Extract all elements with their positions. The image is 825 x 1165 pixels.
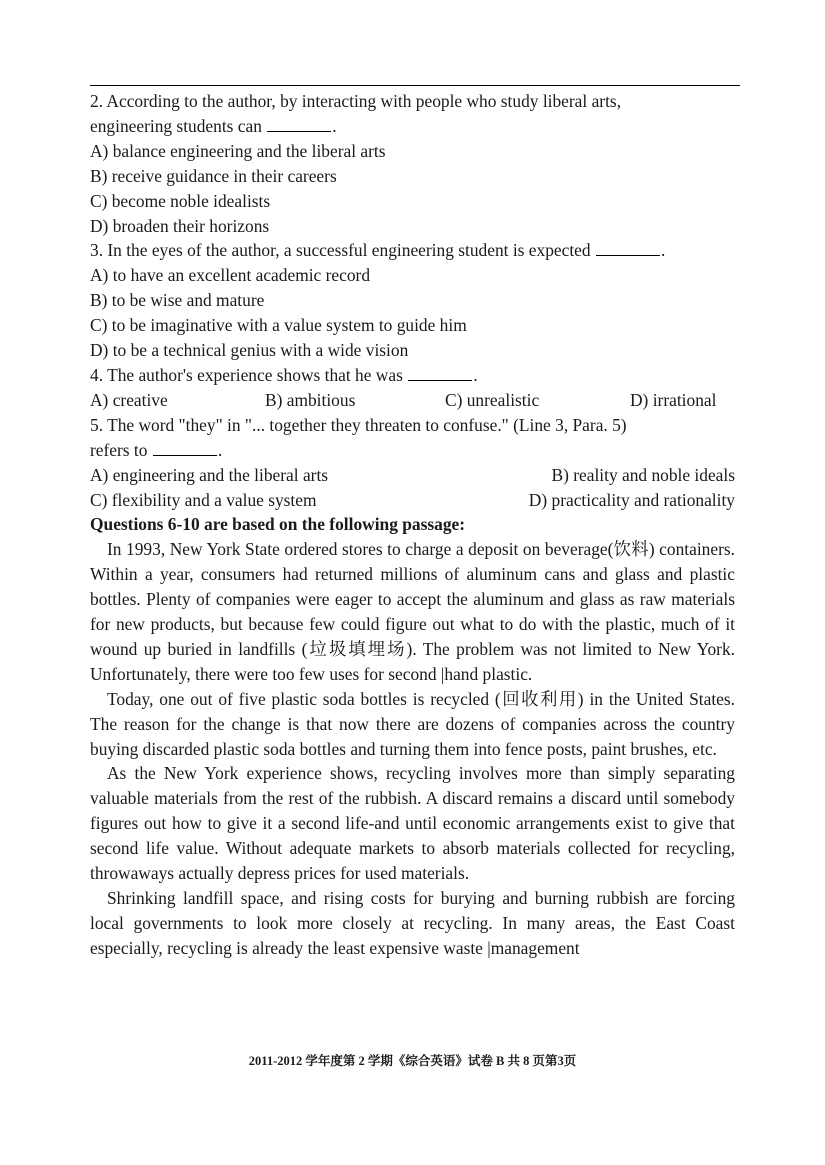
option-b: B) reality and noble ideals: [551, 464, 735, 485]
option-d: D) irrational: [630, 389, 717, 410]
answer-blank: [153, 438, 217, 456]
answer-blank: [408, 363, 472, 381]
option-b: B) to be wise and mature: [90, 290, 265, 311]
question-4: [90, 363, 735, 413]
stem-text: 2. According to the author, by interacting with people who study liberal arts,: [90, 91, 622, 111]
question-stem: [90, 89, 735, 114]
option-d: D) practicality and rationality: [528, 489, 735, 510]
question-2: [90, 89, 735, 238]
question-stem-continued: [90, 438, 735, 463]
option-a: A) creative: [90, 389, 168, 410]
options-row: [90, 463, 735, 488]
question-stem-continued: [90, 114, 735, 139]
passage-paragraph: Shrinking landfill space, and rising costs for burying and burning rubbish are forcing local governments to look more closely at recycling. In many areas, the East Coast especially, recycling is already the least expensive waste |management: [90, 888, 735, 958]
option-b: B) ambitious: [265, 389, 356, 410]
passage-paragraph: As the New York experience shows, recycling involves more than simply separating valuable materials from the rest of the rubbish. A discard remains a discard until somebody figures out how to give it a second life-and until economic arrangements exist to give that second life value. Without adequate markets to absorb materials collected for recycling, throwaways actually depress prices for used materials.: [90, 763, 735, 884]
stem-text: 4. The author's experience shows that he was: [90, 364, 403, 385]
option-c: C) become noble idealists: [90, 190, 271, 211]
option-c: C) to be imaginative with a value system to guide him: [90, 315, 467, 336]
answer-blank: [596, 238, 660, 256]
passage-paragraph: Today, one out of five plastic soda bottles is recycled (回收利用) in the United States. The reason for the change is that now there are dozens of companies across the country buying discarded plastic soda bottles and turning them into fence posts, paint brushes, etc.: [90, 688, 735, 759]
option-a: A) engineering and the liberal arts: [90, 464, 329, 485]
option-c: C) flexibility and a value system: [90, 489, 317, 510]
answer-blank: [267, 114, 331, 132]
stem-end: .: [473, 364, 478, 385]
options-row: [90, 388, 735, 413]
stem-end: .: [332, 115, 337, 136]
stem-text: 3. In the eyes of the author, a successful engineering student is expected: [90, 240, 591, 261]
question-stem: [90, 238, 735, 263]
option-b: B) receive guidance in their careers: [90, 165, 337, 186]
option-a: A) to have an excellent academic record: [90, 265, 371, 286]
options-row: [90, 488, 735, 513]
stem-text: 5. The word "they" in "... together they threaten to confuse." (Line 3, Para. 5): [90, 414, 627, 435]
option-d: D) to be a technical genius with a wide vision: [90, 340, 409, 361]
question-stem: [90, 413, 735, 438]
question-5: [90, 413, 735, 513]
stem-text: engineering students can: [90, 115, 262, 136]
option-d: D) broaden their horizons: [90, 215, 270, 236]
question-stem: [90, 363, 735, 388]
page-content: [90, 89, 735, 961]
option-c: C) unrealistic: [445, 389, 540, 410]
option-a: A) balance engineering and the liberal arts: [90, 140, 386, 161]
stem-end: .: [217, 439, 223, 460]
stem-end: .: [660, 240, 666, 261]
page-footer: 2011-2012 学年度第 2 学期《综合英语》试卷 B 共 8 页第3页: [248, 1054, 577, 1068]
reading-passage: [90, 537, 735, 960]
stem-text: refers to: [90, 439, 148, 460]
section-heading: Questions 6-10 are based on the following passage:: [90, 514, 466, 535]
question-3: [90, 238, 735, 363]
header-rule: [90, 85, 740, 86]
passage-paragraph: In 1993, New York State ordered stores to charge a deposit on beverage(饮料) containers. Within a year, consumers had returned millions of aluminum cans and glass and plastic bottles. Plenty of companies were eager to accept the aluminum and glass as raw materials for new products, but because few could figure out what to do with the plastic, much of it wound up buried in landfills (垃圾填埋场). The problem was not limited to New York. Unfortunately, there were too few uses for second |hand plastic.: [90, 539, 735, 684]
